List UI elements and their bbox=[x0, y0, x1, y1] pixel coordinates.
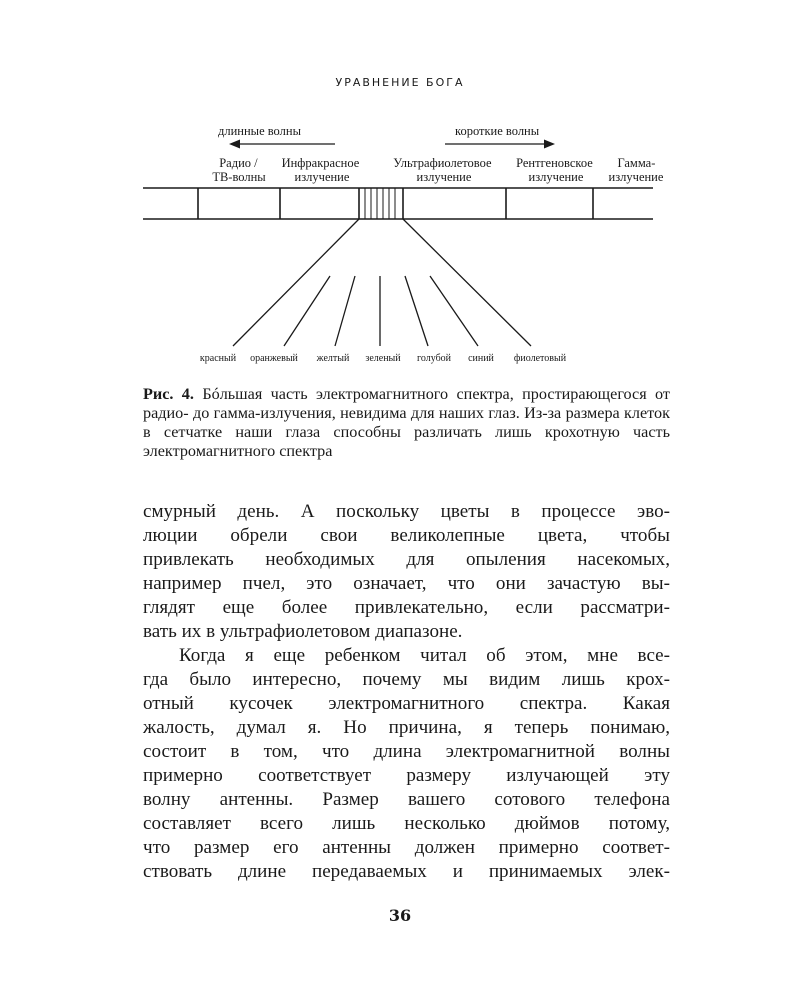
color-label-violet: фиолетовый bbox=[513, 353, 567, 364]
visible-band-hatching bbox=[365, 188, 395, 219]
text-line: гда было интересно, почему мы видим лишь крох- bbox=[143, 669, 670, 690]
text-line: жалость, думал я. Но причина, я теперь понимаю, bbox=[143, 717, 670, 738]
text-line: люции обрели свои великолепные цвета, чтобы bbox=[143, 525, 670, 546]
figure-caption bbox=[143, 385, 670, 461]
body-text bbox=[143, 500, 670, 884]
page-number: 36 bbox=[388, 906, 412, 925]
text-line: Когда я еще ребенком читал об этом, мне все- bbox=[179, 645, 670, 666]
band-label-infrared: Инфракрасное излучение bbox=[281, 156, 360, 184]
text-line: смурный день. А поскольку цветы в процессе эво- bbox=[143, 501, 670, 522]
band-label-ultraviolet: Ультрафиолетовое излучение bbox=[393, 156, 492, 184]
text-line: волну антенны. Размер вашего сотового телефона bbox=[143, 789, 670, 810]
color-label-red: красный bbox=[199, 353, 237, 364]
band-label-radio: Радио / ТВ-волны bbox=[212, 156, 266, 184]
text-line: глядят еще более привлекательно, если рассматри- bbox=[143, 597, 670, 618]
visible-spectrum-fan bbox=[233, 219, 531, 346]
text-line: ствовать длине передаваемых и принимаемых элек- bbox=[143, 861, 670, 882]
text-line: например пчел, это означает, что они зачастую вы- bbox=[143, 573, 670, 594]
text-line: состоит в том, что длина электромагнитной волны bbox=[143, 741, 670, 762]
short-waves-arrowhead bbox=[544, 140, 555, 149]
band-label-xray: Рентгеновское излучение bbox=[516, 156, 593, 184]
color-label-blue: голубой bbox=[416, 353, 452, 364]
text-line: что размер его антенны должен примерно соответ- bbox=[143, 837, 670, 858]
running-header: УРАВНЕНИЕ БОГА bbox=[335, 76, 465, 89]
caption-text: Бóльшая часть электромагнитного спектра, простирающегося от радио- до гамма-излучения, невидима для наших глаз. Из-за размера клеток в сетчатке наши глаза способны различать лишь крохотную часть электромагнитного спектра bbox=[143, 385, 671, 460]
long-waves-label: длинные волны bbox=[218, 124, 301, 138]
text-line: привлекать необходимых для опыления насекомых, bbox=[143, 549, 670, 570]
band-label-gamma: Гамма- излучение bbox=[608, 156, 664, 184]
text-line: примерно соответствует размеру излучающей эту bbox=[143, 765, 670, 786]
spectrum-figure bbox=[0, 0, 800, 380]
short-waves-label: короткие волны bbox=[455, 124, 540, 138]
text-line: отный кусочек электромагнитного спектра. Какая bbox=[143, 693, 670, 714]
text-line: составляет всего лишь несколько дюймов потому, bbox=[143, 813, 670, 834]
color-label-green: зеленый bbox=[365, 353, 401, 364]
spectrum-bar bbox=[143, 188, 653, 219]
text-line: вать их в ультрафиолетовом диапазоне. bbox=[143, 621, 463, 642]
caption-label: Рис. 4. bbox=[143, 385, 194, 403]
long-waves-arrowhead bbox=[229, 140, 240, 149]
color-label-indigo: синий bbox=[468, 353, 494, 364]
color-label-yellow: желтый bbox=[316, 353, 350, 364]
color-label-orange: оранжевый bbox=[250, 353, 298, 364]
